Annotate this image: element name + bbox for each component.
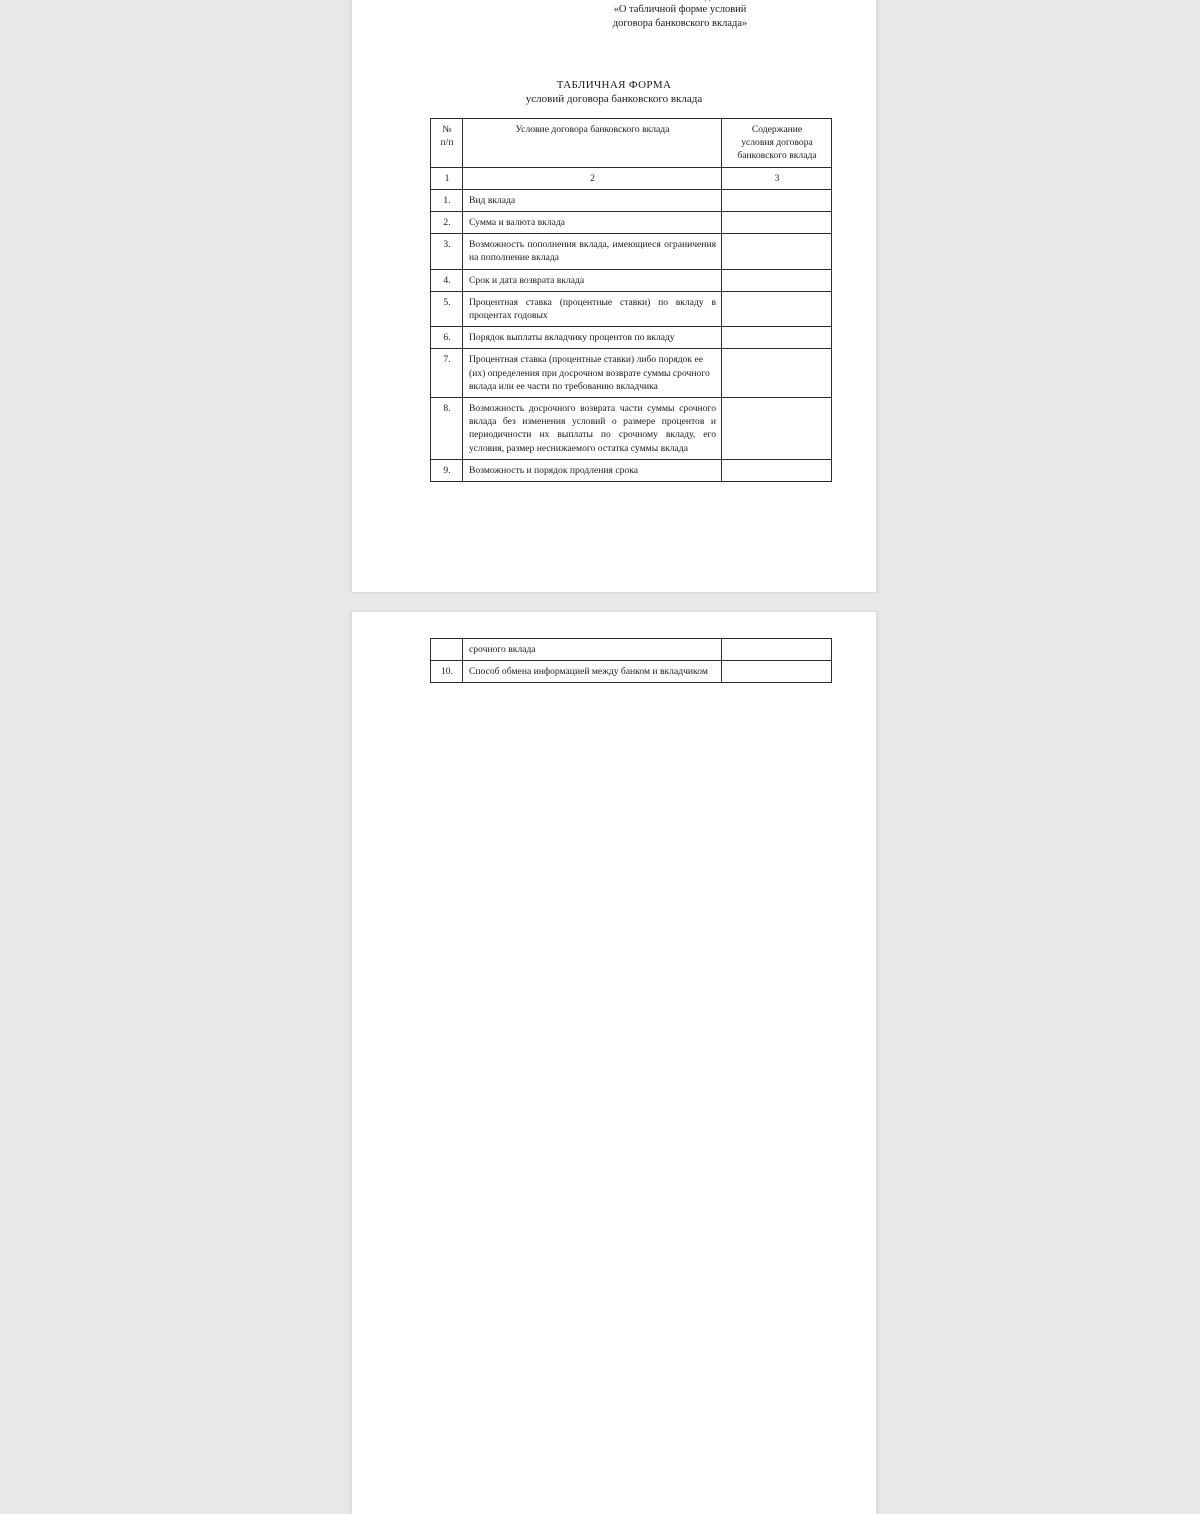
table-row: [431, 398, 832, 460]
header-content-line1: Содержание: [751, 124, 803, 135]
table-body-page-2: [431, 639, 832, 683]
row-number-cell: 3.: [431, 234, 463, 269]
row-content-cell[interactable]: [722, 189, 832, 211]
row-number-cell: 5.: [431, 291, 463, 326]
table-column-number-row: [431, 167, 832, 189]
row-condition-cell: Способ обмена информацией между банком и вкладчиком: [463, 661, 722, 683]
row-number-cell: [431, 639, 463, 661]
conditions-table-page-1: [430, 118, 832, 482]
table-row: [431, 189, 832, 211]
table-row: [431, 234, 832, 269]
header-cell-number: [431, 119, 463, 168]
row-number-cell: 6.: [431, 327, 463, 349]
page-1-content: [352, 0, 876, 592]
table-row: [431, 661, 832, 683]
table-row: [431, 291, 832, 326]
header-date-year: [672, 0, 715, 2]
row-content-cell[interactable]: [722, 459, 832, 481]
document-header-block: [530, 0, 830, 30]
table-header: [431, 119, 832, 190]
header-line-title-1: «О табличной форме условий: [613, 4, 747, 15]
header-number-line1: №: [442, 124, 452, 135]
table-row: [431, 327, 832, 349]
row-number-cell: 8.: [431, 398, 463, 460]
row-content-cell[interactable]: [722, 291, 832, 326]
table-header-row: [431, 119, 832, 168]
header-cell-content: [722, 119, 832, 168]
document-viewer[interactable]: [0, 0, 1200, 700]
row-condition-cell: Возможность и порядок продления срока: [463, 459, 722, 481]
header-content-line2: условия договора: [741, 137, 813, 149]
row-condition-cell: Возможность досрочного возврата части суммы срочного вклада без изменения условий о размере процентов и периодичности их выплаты по срочному вкладу, его условия, размер неснижаемого остатка суммы вклада: [463, 398, 722, 460]
row-content-cell[interactable]: [722, 234, 832, 269]
row-content-cell[interactable]: [722, 212, 832, 234]
header-line-title-2: договора банковского вклада»: [612, 17, 748, 29]
row-number-cell: 9.: [431, 459, 463, 481]
row-content-cell[interactable]: [722, 269, 832, 291]
header-number-symbol: [718, 0, 728, 2]
row-content-cell[interactable]: [722, 349, 832, 398]
header-cell-condition: Условие договора банковского вклада: [463, 119, 722, 168]
row-condition-cell: срочного вклада: [463, 639, 722, 661]
row-condition-cell: Процентная ставка (процентные ставки) либо порядок ее (их) определения при досрочном возврате суммы срочного вклада или ее части по требованию вкладчика: [463, 349, 722, 398]
row-number-cell: 4.: [431, 269, 463, 291]
row-content-cell[interactable]: [722, 398, 832, 460]
document-page-1: [352, 0, 876, 592]
column-number-3: 3: [722, 167, 832, 189]
row-number-cell: 1.: [431, 189, 463, 211]
row-condition-cell: Срок и дата возврата вклада: [463, 269, 722, 291]
page-2-content: [352, 612, 876, 1514]
conditions-table-page-2: [430, 638, 832, 683]
document-title-block: [398, 78, 830, 106]
table-row: [431, 459, 832, 481]
row-condition-cell: Процентная ставка (процентные ставки) по вкладу в процентах годовых: [463, 291, 722, 326]
table-row: [431, 269, 832, 291]
row-condition-cell: Порядок выплаты вкладчику процентов по вкладу: [463, 327, 722, 349]
row-condition-cell: Вид вклада: [463, 189, 722, 211]
table-row: [431, 639, 832, 661]
column-number-2: 2: [463, 167, 722, 189]
table-row: [431, 349, 832, 398]
row-number-cell: 7.: [431, 349, 463, 398]
row-content-cell[interactable]: [722, 639, 832, 661]
document-title-sub: условий договора банковского вклада: [525, 93, 703, 105]
row-number-cell: 2.: [431, 212, 463, 234]
row-condition-cell: Возможность пополнения вклада, имеющиеся ограничения на пополнение вклада: [463, 234, 722, 269]
document-title-main: ТАБЛИЧНАЯ ФОРМА: [556, 79, 672, 91]
header-date-prefix: [595, 0, 605, 2]
row-number-cell: 10.: [431, 661, 463, 683]
header-date-suffix: [754, 0, 765, 2]
header-number-line2: п/п: [440, 137, 454, 149]
row-condition-cell: Сумма и валюта вклада: [463, 212, 722, 234]
row-content-cell[interactable]: [722, 327, 832, 349]
row-content-cell[interactable]: [722, 661, 832, 683]
header-content-line3: банковского вклада: [737, 150, 817, 162]
column-number-1: 1: [431, 167, 463, 189]
table-body-page-1: [431, 189, 832, 481]
table-row: [431, 212, 832, 234]
document-page-2: [352, 612, 876, 1514]
